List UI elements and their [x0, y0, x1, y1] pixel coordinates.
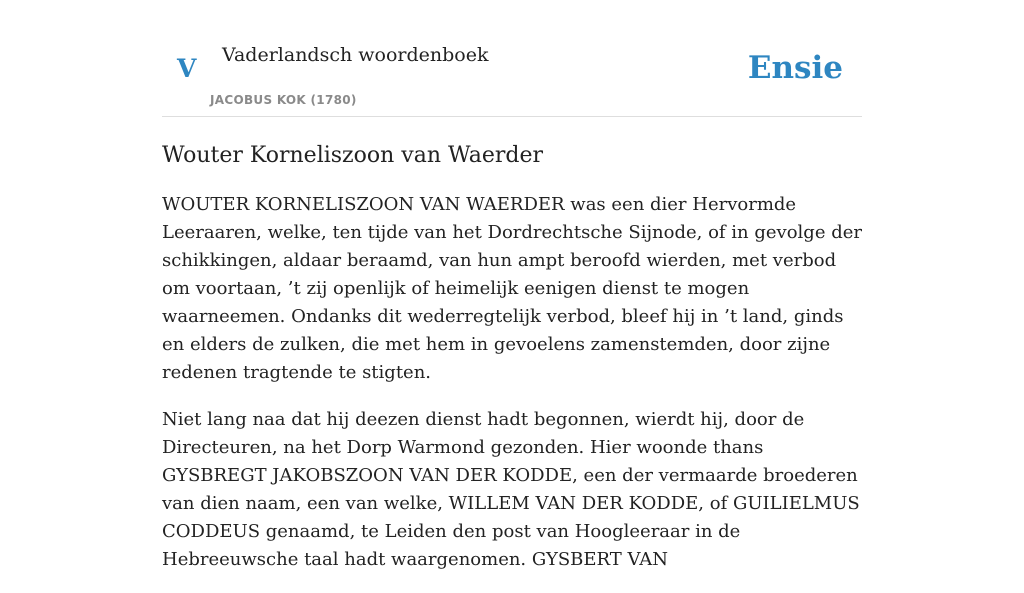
entry-paragraph: WOUTER KORNELISZOON VAN WAERDER was een dier Hervormde Leeraaren, welke, ten tijde van het Dordrechtsche Sijnode, of in gevolge der schikkingen, aldaar beraamd, van hun ampt beroofd wierden, met verbod om voortaan, ’t zij openlijk of heimelijk eenigen dienst te mogen waarneemen. Ondanks dit wederregtelijk verbod, bleef hij in ’t land, ginds en elders de zulken, die met hem in gevoelens zamenstemden, door zijne redenen tragtende te stigten.	[162, 194, 862, 383]
ensie-logo[interactable]: Ensie	[747, 50, 843, 86]
page-container	[162, 0, 862, 593]
entry-title: Wouter Korneliszoon van Waerder	[162, 143, 543, 168]
entry-body	[162, 191, 862, 574]
entry-paragraph: Niet lang naa dat hij deezen dienst hadt begonnen, wierdt hij, door de Directeuren, na het Dorp Warmond gezonden. Hier woonde thans GYSBREGT JAKOBSZOON VAN DER KODDE, een der vermaarde broederen van dien naam, een van welke, WILLEM VAN DER KODDE, of GUILIELMUS CODDEUS genaamd, te Leiden den post van Hoogleeraar in de Hebreeuwsche taal hadt waargenomen. GYSBERT VAN	[162, 409, 860, 570]
author-label: JACOBUS KOK (1780)	[210, 93, 357, 107]
index-letter[interactable]: V	[177, 54, 197, 83]
book-title[interactable]: Vaderlandsch woordenboek	[222, 44, 489, 66]
header	[162, 0, 862, 117]
